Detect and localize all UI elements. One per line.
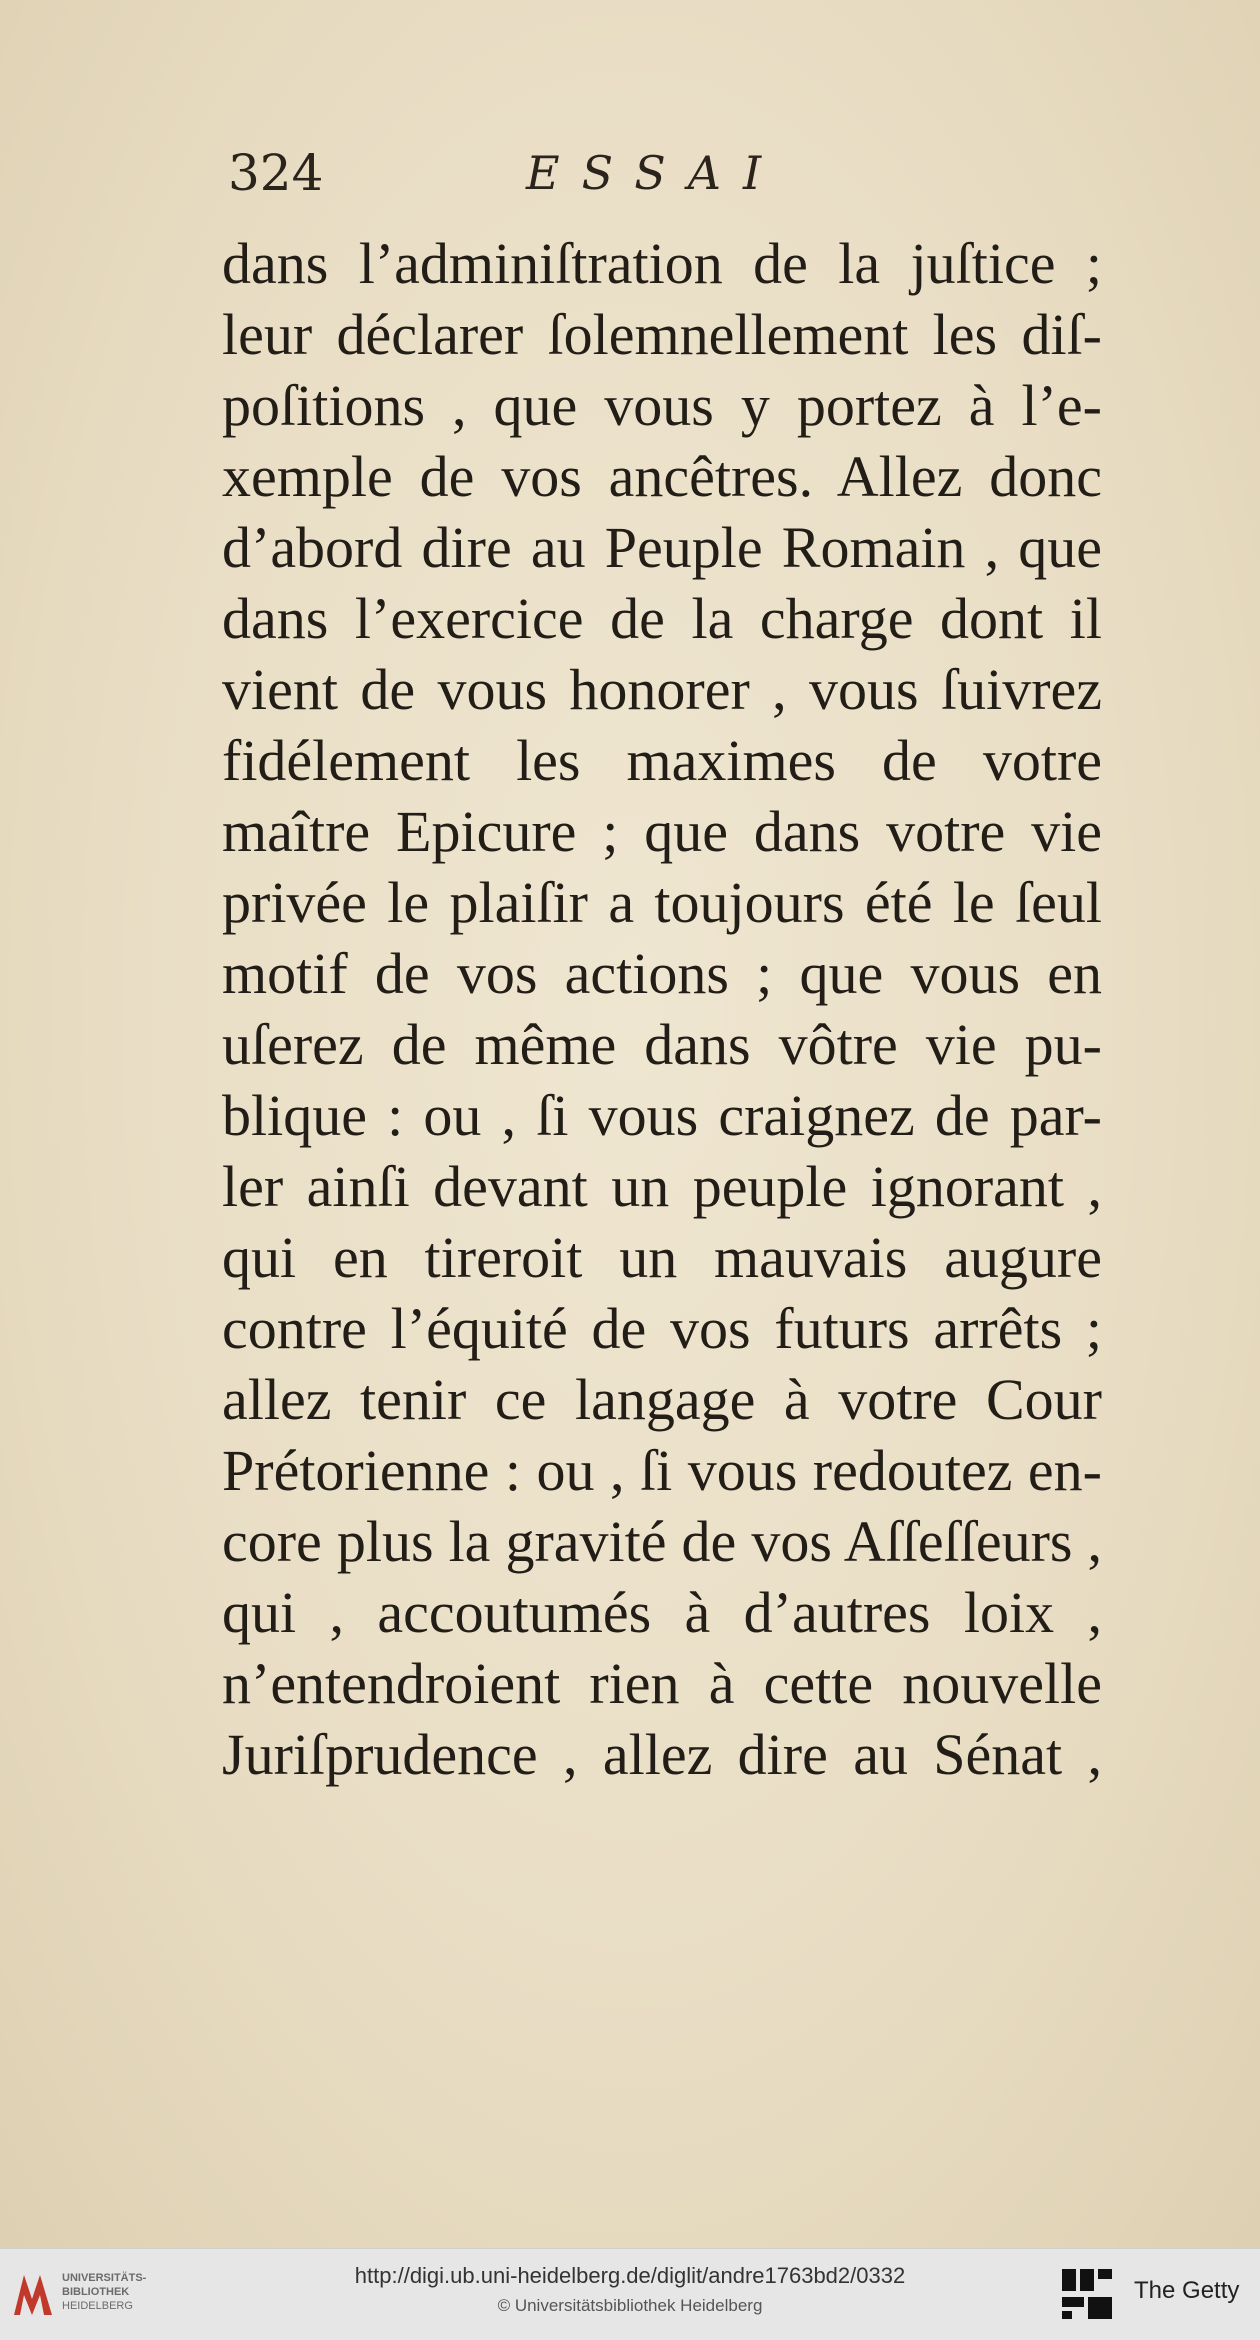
viewer-footer [0,2248,1260,2340]
text-line: uſerez de même dans vôtre vie pu- [222,1012,1102,1077]
text-line: core plus la gravité de vos Aſſeſſeurs , [222,1509,1102,1574]
text-line: blique : ou , ſi vous craignez de par- [222,1083,1102,1148]
footer-citation [250,2259,1010,2319]
text-line: n’entendroient rien à cette nouvelle [222,1651,1102,1716]
text-line: poſitions , que vous y portez à l’e- [222,373,1102,438]
text-line: dans l’adminiſtration de la juſtice ; [222,231,1102,296]
getty-emblem-icon [1060,2267,1114,2321]
page-number: 324 [228,144,324,202]
text-line: d’abord dire au Peuple Romain , que [222,515,1102,580]
partner-name: The Getty [1134,2277,1240,2304]
getty-logo[interactable] [1060,2263,1250,2325]
text-line: allez tenir ce langage à votre Cour [222,1367,1102,1432]
library-emblem-icon [10,2269,56,2319]
text-line: ler ainſi devant un peuple ignorant , [222,1154,1102,1219]
library-name-line: HEIDELBERG [62,2300,133,2312]
text-line: vient de vous honorer , vous ſuivrez [222,657,1102,722]
text-line: Prétorienne : ou , ſi vous redoutez en- [222,1438,1102,1503]
text-line: leur déclarer ſolemnellement les diſ- [222,302,1102,367]
copyright-notice: © Universitätsbibliothek Heidelberg [497,2296,763,2315]
text-line: dans l’exercice de la charge dont il [222,586,1102,651]
university-library-logo[interactable] [10,2263,160,2325]
text-line: qui en tireroit un mauvais augure [222,1225,1102,1290]
text-line: qui , accoutumés à d’autres loix , [222,1580,1102,1645]
library-name-line: BIBLIOTHEK [62,2286,130,2298]
text-line: fidélement les maximes de votre [222,728,1102,793]
body-text [222,228,1102,1790]
library-name-line: UNIVERSITÄTS- [62,2272,147,2284]
running-title: ESSAI [526,146,784,200]
page-header [228,138,828,208]
text-line: privée le plaiſir a toujours été le ſeul [222,870,1102,935]
library-name [62,2271,146,2313]
text-line: contre l’équité de vos futurs arrêts ; [222,1296,1102,1361]
text-line: motif de vos actions ; que vous en [222,941,1102,1006]
text-line: maître Epicure ; que dans votre vie [222,799,1102,864]
permalink-url[interactable]: http://digi.ub.uni-heidelberg.de/diglit/andre1763bd2/0332 [354,2263,906,2288]
text-line: xemple de vos ancêtres. Allez donc [222,444,1102,509]
text-line: Juriſprudence , allez dire au Sénat , [222,1722,1102,1787]
